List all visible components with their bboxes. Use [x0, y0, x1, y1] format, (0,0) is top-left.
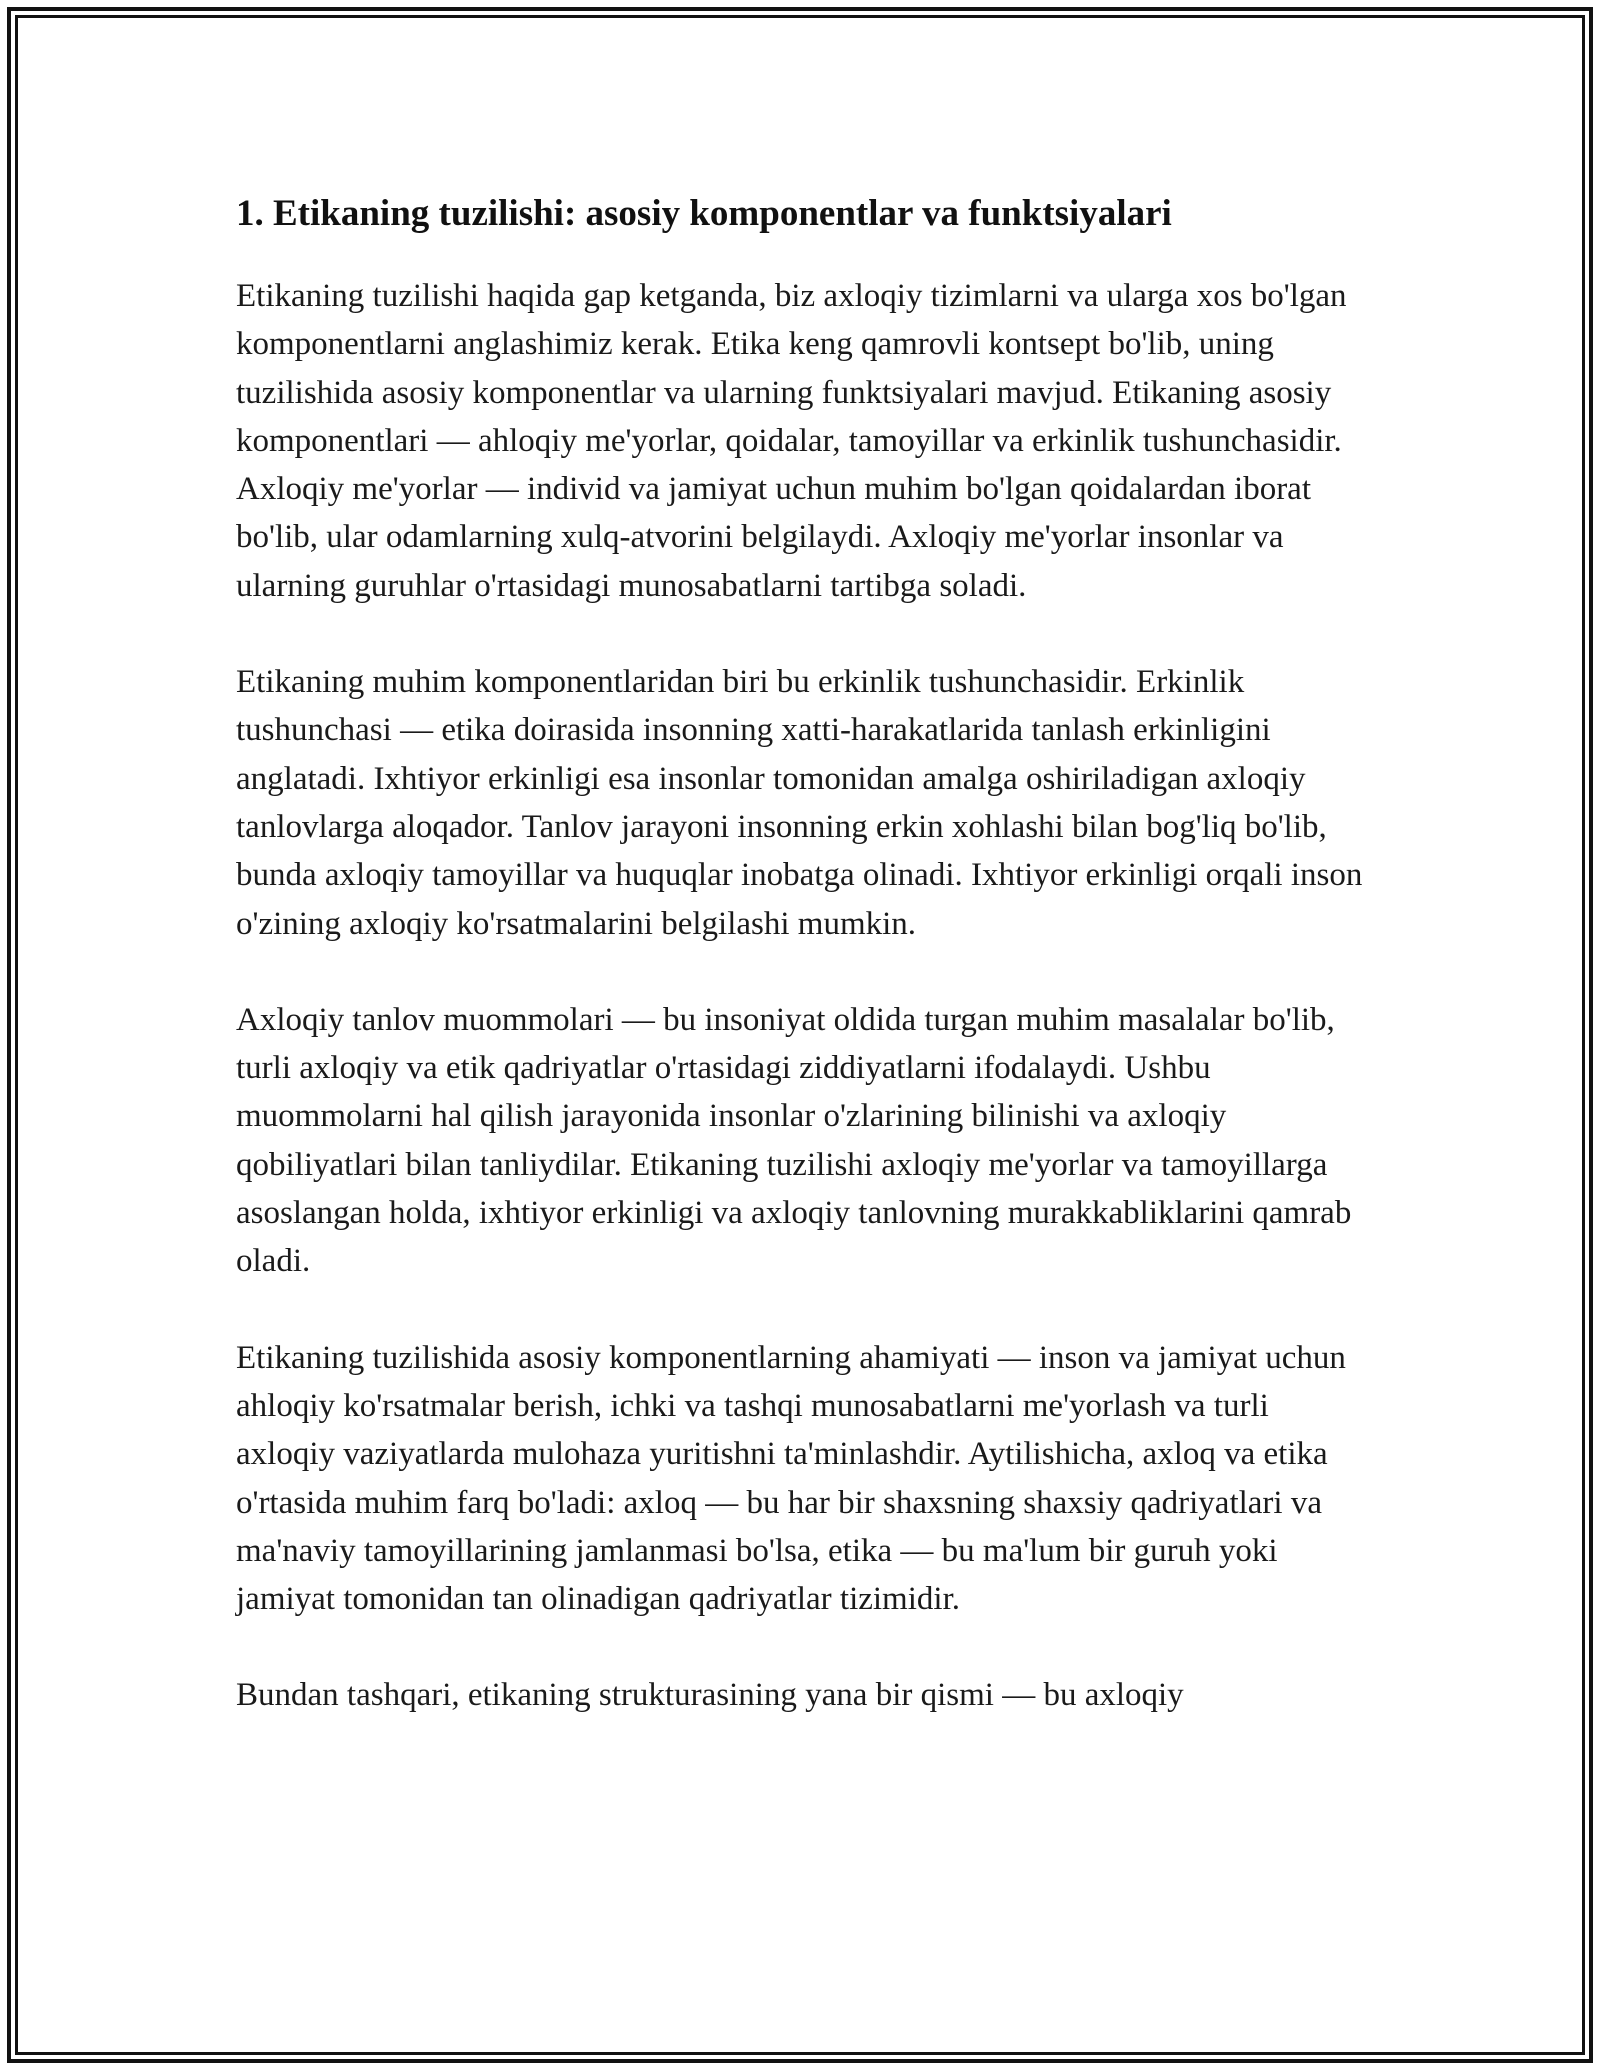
paragraph-5: Bundan tashqari, etikaning strukturasining yana bir qismi — bu axloqiy [236, 1677, 1184, 1714]
section-heading: 1. Etikaning tuzilishi: asosiy komponentlar va funktsiyalari [236, 193, 1172, 234]
paragraph-4: Etikaning tuzilishida asosiy komponentlarning ahamiyati — inson va jamiyat uchun ahloqiy ko'rsatmalar berish, ichki va tashqi munosabatlarni me'yorlash va turli axloqiy vaziyatlarda mulohaza yuritishni ta'minlashdir. Aytilishicha, axloq va etika o'rtasida muhim farq bo'ladi: axloq — bu har bir shaxsning shaxsiy qadriyatlari va ma'naviy tamoyillarining jamlanmasi bo'lsa, etika — bu ma'lum bir guruh yoki jamiyat tomonidan tan olinadigan qadriyatlar tizimidir. [236, 1339, 1346, 1618]
paragraph-2: Etikaning muhim komponentlaridan biri bu erkinlik tushunchasidir. Erkinlik tushunchasi — etika doirasida insonning xatti-harakatlarida tanlash erkinligini anglatadi. Ixhtiyor erkinligi esa insonlar tomonidan amalga oshiriladigan axloqiy tanlovlarga aloqador. Tanlov jarayoni insonning erkin xohlashi bilan bog'liq bo'lib, bunda axloqiy tamoyillar va huquqlar inobatga olinadi. Ixhtiyor erkinligi orqali inson o'zining axloqiy ko'rsatmalarini belgilashi mumkin. [236, 664, 1363, 942]
document-body [236, 186, 1366, 1768]
paragraph-1: Etikaning tuzilishi haqida gap ketganda, biz axloqiy tizimlarni va ularga xos bo'lgan komponentlarni anglashimiz kerak. Etika keng qamrovli kontsept bo'lib, uning tuzilishida asosiy komponentlar va ularning funktsiyalari mavjud. Etikaning asosiy komponentlari — ahloqiy me'yorlar, qoidalar, tamoyillar va erkinlik tushunchasidir. Axloqiy me'yorlar — individ va jamiyat uchun muhim bo'lgan qoidalardan iborat bo'lib, ular odamlarning xulq-atvorini belgilaydi. Axloqiy me'yorlar insonlar va ularning guruhlar o'rtasidagi munosabatlarni tartibga soladi. [236, 278, 1347, 604]
paragraph-3: Axloqiy tanlov muommolari — bu insoniyat oldida turgan muhim masalalar bo'lib, turli axloqiy va etik qadriyatlar o'rtasidagi ziddiyatlarni ifodalaydi. Ushbu muommolarni hal qilish jarayonida insonlar o'zlarining bilinishi va axloqiy qobiliyatlari bilan tanliydilar. Etikaning tuzilishi axloqiy me'yorlar va tamoyillarga asoslangan holda, ixhtiyor erkinligi va axloqiy tanlovning murakkabliklarini qamrab oladi. [236, 1001, 1352, 1280]
